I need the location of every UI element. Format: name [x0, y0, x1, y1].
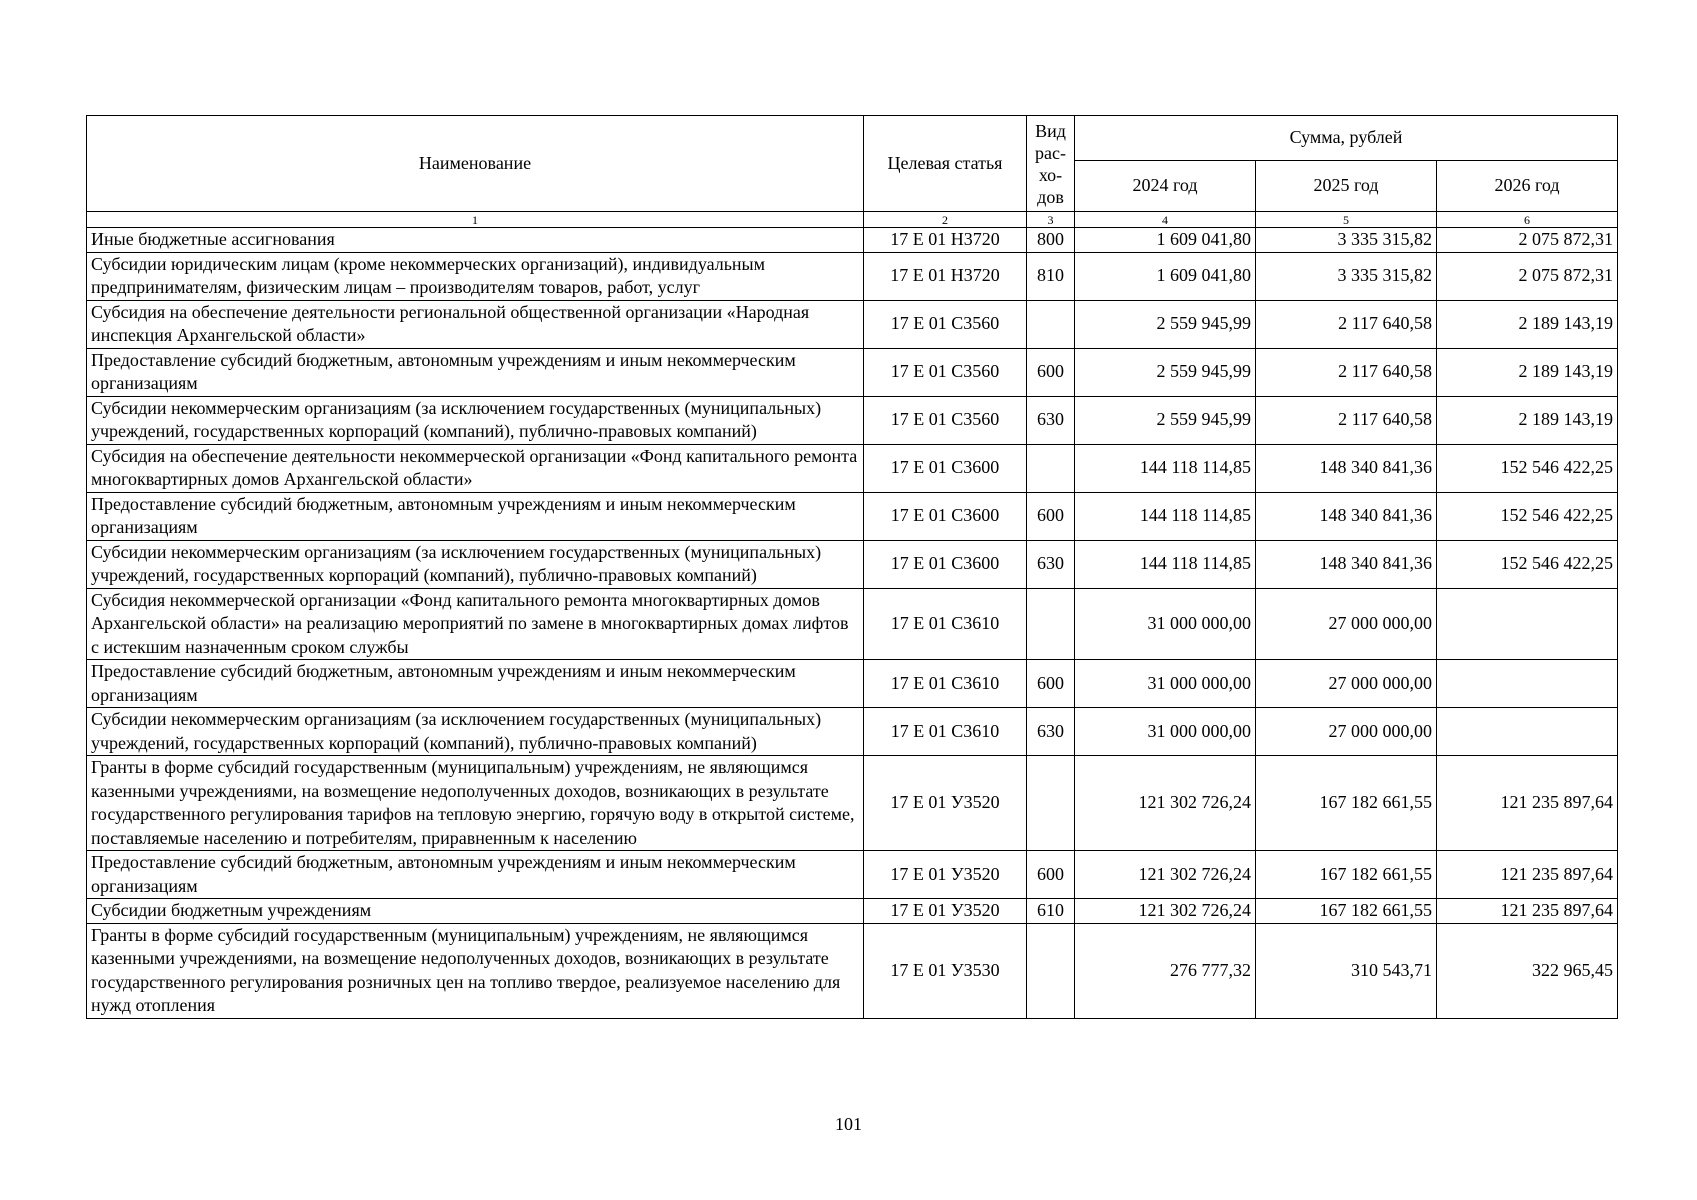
column-number-row	[87, 212, 1618, 228]
row-name-cell: Гранты в форме субсидий государственным (муниципальным) учреждениям, не являющимся казенными учреждениями, на возмещение недополученных доходов, возникающих в результате государственного регулирования тарифов на тепловую энергию, горячую воду в открытой системе, поставляемые населению и потребителям, приравненным к населению	[87, 756, 864, 851]
row-amount-2026-cell: 152 546 422,25	[1437, 540, 1618, 588]
row-target-article-cell: 17 Е 01 С3600	[864, 540, 1027, 588]
row-amount-2026-cell	[1437, 708, 1618, 756]
row-amount-2025-cell: 167 182 661,55	[1256, 756, 1437, 851]
row-expense-kind-cell: 610	[1027, 899, 1075, 924]
table-row	[87, 492, 1618, 540]
header-year-2026: 2026 год	[1437, 161, 1618, 212]
row-name-cell: Предоставление субсидий бюджетным, автономным учреждениям и иным некоммерческим организациям	[87, 851, 864, 899]
table-row	[87, 660, 1618, 708]
row-name-cell: Гранты в форме субсидий государственным (муниципальным) учреждениям, не являющимся казенными учреждениями, на возмещение недополученных доходов, возникающих в результате государственного регулирования розничных цен на топливо твердое, реализуемое населению для нужд отопления	[87, 923, 864, 1018]
row-expense-kind-cell	[1027, 588, 1075, 660]
row-amount-2025-cell: 2 117 640,58	[1256, 396, 1437, 444]
row-amount-2024-cell: 121 302 726,24	[1075, 756, 1256, 851]
row-amount-2024-cell: 121 302 726,24	[1075, 899, 1256, 924]
row-amount-2025-cell: 2 117 640,58	[1256, 348, 1437, 396]
table-header	[87, 116, 1618, 228]
column-number: 4	[1075, 212, 1256, 228]
row-target-article-cell: 17 Е 01 У3530	[864, 923, 1027, 1018]
header-target-article: Целевая статья	[864, 116, 1027, 212]
row-expense-kind-cell: 810	[1027, 252, 1075, 300]
row-amount-2025-cell: 2 117 640,58	[1256, 300, 1437, 348]
row-expense-kind-cell: 600	[1027, 660, 1075, 708]
row-amount-2026-cell	[1437, 588, 1618, 660]
header-name: Наименование	[87, 116, 864, 212]
budget-document-page	[86, 115, 1617, 1019]
row-amount-2024-cell: 144 118 114,85	[1075, 540, 1256, 588]
row-expense-kind-cell: 630	[1027, 540, 1075, 588]
row-target-article-cell: 17 Е 01 С3560	[864, 300, 1027, 348]
row-target-article-cell: 17 Е 01 С3610	[864, 588, 1027, 660]
row-amount-2026-cell: 2 189 143,19	[1437, 348, 1618, 396]
column-number: 1	[87, 212, 864, 228]
row-name-cell: Субсидия некоммерческой организации «Фонд капитального ремонта многоквартирных домов Архангельской области» на реализацию мероприятий по замене в многоквартирных домах лифтов с истекшим назначенным сроком службы	[87, 588, 864, 660]
row-target-article-cell: 17 Е 01 Н3720	[864, 252, 1027, 300]
row-amount-2024-cell: 2 559 945,99	[1075, 396, 1256, 444]
table-row	[87, 756, 1618, 851]
table-row	[87, 588, 1618, 660]
row-expense-kind-cell	[1027, 923, 1075, 1018]
row-target-article-cell: 17 Е 01 С3560	[864, 396, 1027, 444]
row-name-cell: Субсидии некоммерческим организациям (за исключением государственных (муниципальных) учреждений, государственных корпораций (компаний), публично-правовых компаний)	[87, 708, 864, 756]
row-name-cell: Субсидия на обеспечение деятельности некоммерческой организации «Фонд капитального ремонта многоквартирных домов Архангельской области»	[87, 444, 864, 492]
header-year-2025: 2025 год	[1256, 161, 1437, 212]
row-expense-kind-cell: 600	[1027, 492, 1075, 540]
row-expense-kind-cell: 600	[1027, 348, 1075, 396]
row-name-cell: Предоставление субсидий бюджетным, автономным учреждениям и иным некоммерческим организациям	[87, 492, 864, 540]
row-expense-kind-cell: 800	[1027, 228, 1075, 253]
column-number: 3	[1027, 212, 1075, 228]
row-target-article-cell: 17 Е 01 С3610	[864, 660, 1027, 708]
row-amount-2024-cell: 121 302 726,24	[1075, 851, 1256, 899]
table-row	[87, 923, 1618, 1018]
row-amount-2026-cell: 121 235 897,64	[1437, 899, 1618, 924]
row-amount-2026-cell: 322 965,45	[1437, 923, 1618, 1018]
row-amount-2025-cell: 148 340 841,36	[1256, 444, 1437, 492]
column-number: 6	[1437, 212, 1618, 228]
table-row	[87, 708, 1618, 756]
row-amount-2024-cell: 31 000 000,00	[1075, 660, 1256, 708]
row-amount-2024-cell: 31 000 000,00	[1075, 708, 1256, 756]
row-amount-2025-cell: 148 340 841,36	[1256, 492, 1437, 540]
row-expense-kind-cell: 600	[1027, 851, 1075, 899]
row-target-article-cell: 17 Е 01 С3610	[864, 708, 1027, 756]
row-amount-2025-cell: 27 000 000,00	[1256, 660, 1437, 708]
row-amount-2025-cell: 3 335 315,82	[1256, 252, 1437, 300]
row-amount-2024-cell: 1 609 041,80	[1075, 228, 1256, 253]
row-name-cell: Субсидии некоммерческим организациям (за исключением государственных (муниципальных) учреждений, государственных корпораций (компаний), публично-правовых компаний)	[87, 396, 864, 444]
page-number: 101	[835, 1114, 862, 1134]
row-name-cell: Субсидии некоммерческим организациям (за исключением государственных (муниципальных) учреждений, государственных корпораций (компаний), публично-правовых компаний)	[87, 540, 864, 588]
row-amount-2025-cell: 167 182 661,55	[1256, 899, 1437, 924]
row-target-article-cell: 17 Е 01 У3520	[864, 851, 1027, 899]
column-number: 2	[864, 212, 1027, 228]
row-amount-2026-cell: 2 075 872,31	[1437, 252, 1618, 300]
table-body	[87, 228, 1618, 1019]
table-row	[87, 396, 1618, 444]
row-amount-2024-cell: 144 118 114,85	[1075, 492, 1256, 540]
row-amount-2026-cell	[1437, 660, 1618, 708]
row-target-article-cell: 17 Е 01 С3560	[864, 348, 1027, 396]
header-sum: Сумма, рублей	[1075, 116, 1618, 161]
row-amount-2025-cell: 310 543,71	[1256, 923, 1437, 1018]
row-name-cell: Предоставление субсидий бюджетным, автономным учреждениям и иным некоммерческим организациям	[87, 660, 864, 708]
row-amount-2026-cell: 2 189 143,19	[1437, 300, 1618, 348]
row-amount-2025-cell: 167 182 661,55	[1256, 851, 1437, 899]
header-expense-kind: Вид рас-хо-дов	[1027, 116, 1075, 212]
row-name-cell: Иные бюджетные ассигнования	[87, 228, 864, 253]
table-row	[87, 348, 1618, 396]
row-amount-2024-cell: 1 609 041,80	[1075, 252, 1256, 300]
table-row	[87, 540, 1618, 588]
table-row	[87, 851, 1618, 899]
row-target-article-cell: 17 Е 01 Н3720	[864, 228, 1027, 253]
table-row	[87, 444, 1618, 492]
row-name-cell: Предоставление субсидий бюджетным, автономным учреждениям и иным некоммерческим организациям	[87, 348, 864, 396]
row-target-article-cell: 17 Е 01 С3600	[864, 444, 1027, 492]
row-amount-2024-cell: 2 559 945,99	[1075, 300, 1256, 348]
row-target-article-cell: 17 Е 01 У3520	[864, 756, 1027, 851]
row-name-cell: Субсидии бюджетным учреждениям	[87, 899, 864, 924]
row-amount-2025-cell: 148 340 841,36	[1256, 540, 1437, 588]
table-row	[87, 899, 1618, 924]
row-name-cell: Субсидии юридическим лицам (кроме некоммерческих организаций), индивидуальным предпринимателям, физическим лицам – производителям товаров, работ, услуг	[87, 252, 864, 300]
row-expense-kind-cell: 630	[1027, 396, 1075, 444]
row-amount-2025-cell: 27 000 000,00	[1256, 708, 1437, 756]
row-amount-2026-cell: 152 546 422,25	[1437, 444, 1618, 492]
row-amount-2024-cell: 144 118 114,85	[1075, 444, 1256, 492]
row-amount-2025-cell: 27 000 000,00	[1256, 588, 1437, 660]
column-number: 5	[1256, 212, 1437, 228]
row-amount-2026-cell: 2 189 143,19	[1437, 396, 1618, 444]
row-expense-kind-cell	[1027, 300, 1075, 348]
row-expense-kind-cell	[1027, 444, 1075, 492]
row-name-cell: Субсидия на обеспечение деятельности региональной общественной организации «Народная инспекция Архангельской области»	[87, 300, 864, 348]
table-row	[87, 252, 1618, 300]
row-amount-2024-cell: 276 777,32	[1075, 923, 1256, 1018]
row-amount-2025-cell: 3 335 315,82	[1256, 228, 1437, 253]
row-amount-2026-cell: 152 546 422,25	[1437, 492, 1618, 540]
row-amount-2026-cell: 2 075 872,31	[1437, 228, 1618, 253]
table-row	[87, 300, 1618, 348]
row-amount-2026-cell: 121 235 897,64	[1437, 756, 1618, 851]
row-expense-kind-cell	[1027, 756, 1075, 851]
row-expense-kind-cell: 630	[1027, 708, 1075, 756]
table-row	[87, 228, 1618, 253]
row-target-article-cell: 17 Е 01 С3600	[864, 492, 1027, 540]
row-target-article-cell: 17 Е 01 У3520	[864, 899, 1027, 924]
budget-table	[86, 115, 1618, 1019]
row-amount-2026-cell: 121 235 897,64	[1437, 851, 1618, 899]
row-amount-2024-cell: 2 559 945,99	[1075, 348, 1256, 396]
header-year-2024: 2024 год	[1075, 161, 1256, 212]
row-amount-2024-cell: 31 000 000,00	[1075, 588, 1256, 660]
